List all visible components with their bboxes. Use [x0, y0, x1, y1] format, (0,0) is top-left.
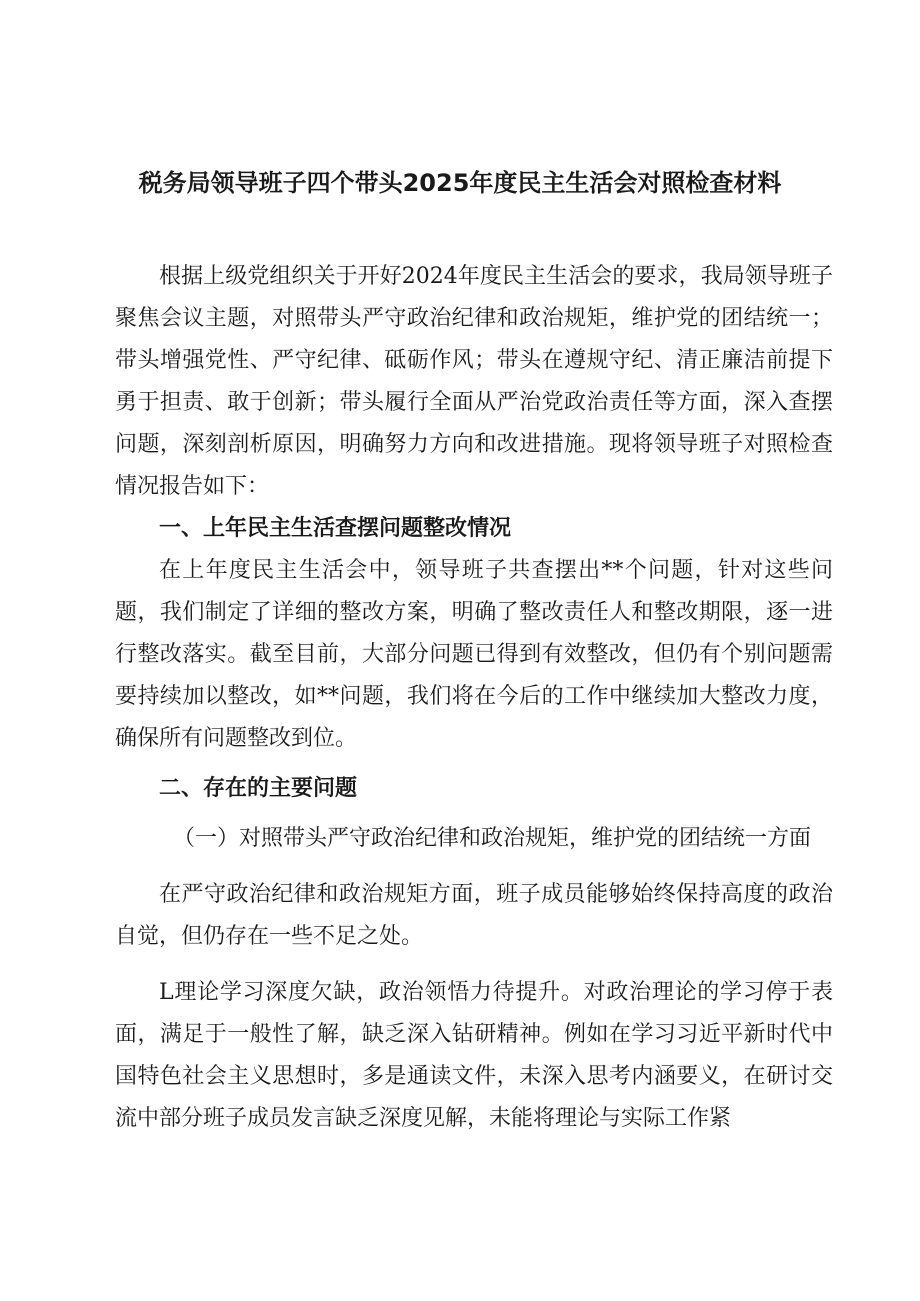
subsection1-paragraph: 在严守政治纪律和政治规矩方面，班子成员能够始终保持高度的政治自觉，但仍存在一些不足之处。 [115, 882, 833, 949]
section-heading-2: 二、存在的主要问题 [159, 776, 358, 801]
spacer [115, 810, 833, 818]
subsection-heading-1: （一）对照带头严守政治纪律和政治规矩，维护党的团结统一方面 [173, 826, 812, 851]
document-body [115, 256, 833, 1140]
spacer [115, 760, 833, 768]
document-title: 税务局领导班子四个带头2025年度民主生活会对照检查材料 [138, 169, 782, 197]
spacer [115, 860, 833, 874]
spacer [115, 958, 833, 972]
intro-paragraph: 根据上级党组织关于开好2024年度民主生活会的要求，我局领导班子聚焦会议主题，对照带头严守政治纪律和政治规矩，维护党的团结统一；带头增强党性、严守纪律、砥砺作风；带头在遵规守纪、清正廉洁前提下勇于担责、敢于创新；带头履行全面从严治党政治责任等方面，深入查摆问题，深刻剖析原因，明确努力方向和改进措施。现将领导班子对照检查情况报告如下： [115, 264, 833, 499]
issue-item-1: L理论学习深度欠缺，政治领悟力待提升。对政治理论的学习停于表面，满足于一般性了解，缺乏深入钻研精神。例如在学习习近平新时代中国特色社会主义思想时，多是通读文件，未深入思考内涵要义，在研讨交流中部分班子成员发言缺乏深度见解，未能将理论与实际工作紧 [115, 980, 833, 1131]
section1-paragraph: 在上年度民主生活会中，领导班子共查摆出**个问题，针对这些问题，我们制定了详细的整改方案，明确了整改责任人和整改期限，逐一进行整改落实。截至目前，大部分问题已得到有效整改，但仍有个别问题需要持续加以整改，如**问题，我们将在今后的工作中继续加大整改力度，确保所有问题整改到位。 [115, 558, 833, 751]
section-heading-1: 一、上年民主生活查摆问题整改情况 [159, 516, 512, 541]
